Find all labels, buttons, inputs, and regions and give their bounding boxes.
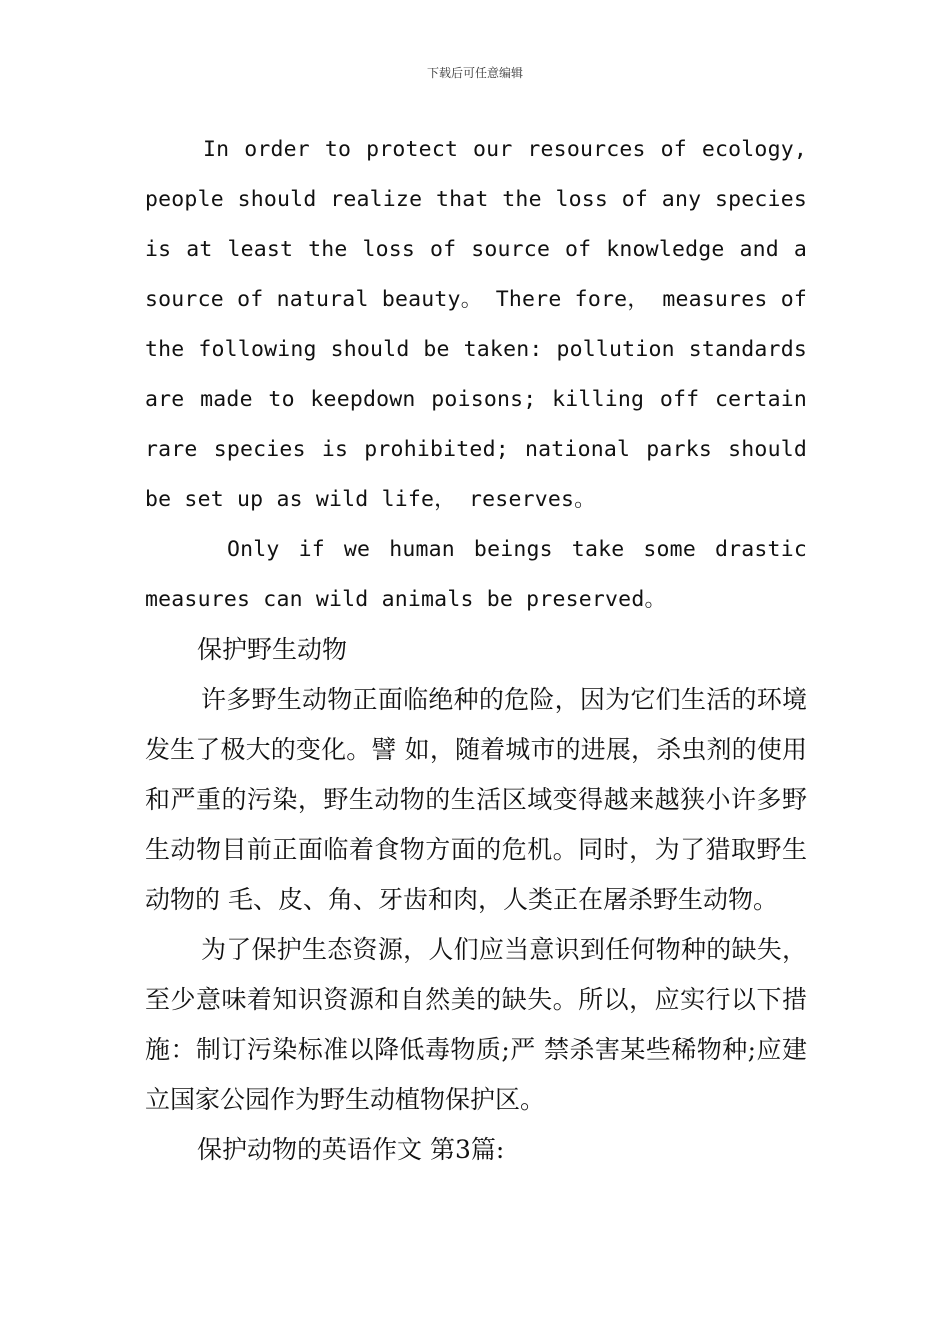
chinese-paragraph-endangered: 许多野生动物正面临绝种的危险，因为它们生活的环境发生了极大的变化。譬 如，随着城市的进展，杀虫剂的使用和严重的污染，野生动物的生活区域变得越来越狭小许多野生动物目前正面临着食物方面的危机。同时，为了猎取野生动物的 毛、皮、角、牙齿和肉，人类正在屠杀野生动物。 [145, 685, 807, 914]
english-paragraph-protect-resources: In order to protect our resources of ecology, people should realize that the loss of any species is at least the loss of source of knowledge and a source of natural beauty。 There fore， measures of the following should be taken: pollution standards are made to keepdown poisons; killing off certain rare species is prohibited; national parks should be set up as wild life， reserves。 [145, 137, 807, 512]
chinese-paragraph-protect-resources: 为了保护生态资源，人们应当意识到任何物种的缺失，至少意味着知识资源和自然美的缺失。所以，应实行以下措施：制订污染标准以降低毒物质;严 禁杀害某些稀物种;应建立国家公园作为野生动植物保护区。 [145, 935, 807, 1114]
english-paragraph-drastic-measures: Only if we human beings take some drastic measures can wild animals be preserved。 [145, 537, 807, 612]
page-header: 下载后可任意编辑 [426, 66, 523, 80]
chinese-section-title: 保护野生动物 [197, 635, 348, 664]
next-essay-title: 保护动物的英语作文 第3篇: [197, 1135, 505, 1164]
document-body [145, 125, 807, 1175]
